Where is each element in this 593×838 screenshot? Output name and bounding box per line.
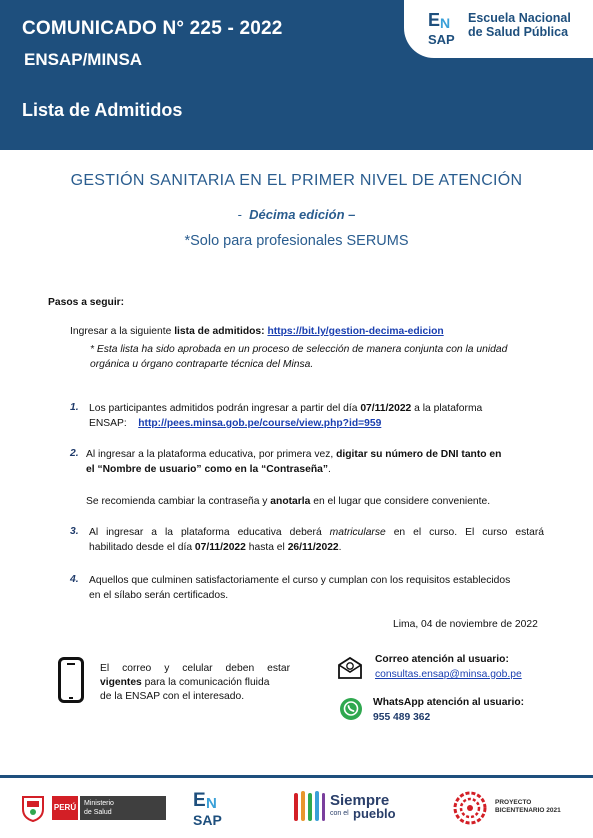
step-4-number: 4. (70, 574, 79, 585)
steps-heading: Pasos a seguir: (48, 297, 125, 308)
mobile-phone-icon (58, 657, 84, 703)
phone-note-line-1: El correo y celular deben estar (100, 663, 290, 674)
email-link[interactable]: consultas.ensap@minsa.gob.pe (375, 669, 522, 680)
svg-text:E: E (428, 10, 441, 30)
step-2-line-1: Al ingresar a la plataforma educativa, por primera vez, digitar su número de DNI tanto en (86, 449, 502, 460)
email-title: Correo atención al usuario: (375, 654, 509, 665)
bicentenario-flower-icon (452, 790, 488, 826)
step-2-line-2: el “Nombre de usuario” como en la “Contraseña”. (86, 464, 331, 475)
step-3-number: 3. (70, 526, 79, 537)
peru-shield-icon (18, 793, 48, 823)
platform-link[interactable]: http://pees.minsa.gob.pe/course/view.php?id=959 (138, 418, 382, 429)
note-line-2: orgánica u órgano contraparte técnica del Minsa. (90, 359, 314, 370)
bicentenario-logo (452, 790, 582, 826)
date-place: Lima, 04 de noviembre de 2022 (393, 619, 538, 630)
siempre-con-el-pueblo-logo (292, 787, 402, 827)
svg-text:SAP: SAP (193, 812, 222, 828)
course-title: GESTIÓN SANITARIA EN EL PRIMER NIVEL DE ATENCIÓN (70, 172, 523, 189)
course-edition: - Décima edición – (237, 207, 356, 222)
whatsapp-title: WhatsApp atención al usuario: (373, 697, 525, 708)
step-1-number: 1. (70, 402, 79, 413)
con-el-text: con el (330, 810, 349, 817)
ensap-logo-text: Escuela Nacional de Salud Pública (468, 11, 571, 39)
list-title: Lista de Admitidos (22, 100, 183, 120)
step-1-line-1: Los participantes admitidos podrán ingresar a partir del día 07/11/2022 a la plataforma (89, 403, 483, 414)
step-1-line-2: ENSAP: http://pees.minsa.gob.pe/course/view.php?id=959 (89, 418, 382, 429)
pueblo-text: pueblo (353, 806, 396, 821)
svg-text:N: N (206, 795, 217, 812)
people-figures-icon (292, 789, 326, 825)
intro-line: Ingresar a la siguiente lista de admitidos: https://bit.ly/gestion-decima-edicion (70, 326, 444, 337)
step-2-recommendation: Se recomienda cambiar la contraseña y anotarla en el lugar que considere conveniente. (86, 496, 491, 507)
email-envelope-icon (337, 656, 363, 680)
step-3-line-2: habilitado desde el día 07/11/2022 hasta el 26/11/2022. (89, 542, 342, 553)
communique-title: COMUNICADO N° 225 - 2022 (22, 18, 283, 39)
svg-text:SAP: SAP (428, 32, 455, 47)
course-audience: *Solo para profesionales SERUMS (184, 233, 409, 249)
communique-subtitle: ENSAP/MINSA (24, 50, 143, 69)
minsa-logo (18, 793, 166, 823)
siempre-text: Siempre (330, 792, 390, 809)
footer-divider (0, 775, 593, 778)
step-4-line-2: en el sílabo serán certificados. (89, 590, 229, 601)
step-4-line-1: Aquellos que culminen satisfactoriamente el curso y cumplan con los requisitos establecidos (89, 575, 511, 586)
header-banner (0, 0, 593, 150)
note-line-1: * Esta lista ha sido aprobada en un proceso de selección de manera conjunta con la unidad (90, 344, 508, 355)
bicentenario-text: PROYECTO BICENTENARIO 2021 (495, 799, 561, 814)
peru-label: PERÚ (52, 796, 78, 820)
step-2-number: 2. (70, 448, 79, 459)
svg-text:N: N (440, 15, 451, 31)
ensap-footer-logo (190, 787, 230, 829)
whatsapp-icon (339, 697, 363, 721)
svg-text:E: E (193, 790, 206, 811)
phone-note-line-2: vigentes para la comunicación fluida (100, 677, 270, 688)
step-3-line-1: Al ingresar a la plataforma educativa deberá matricularse en el curso. El curso estará (89, 527, 544, 538)
ensap-logo (404, 0, 593, 58)
phone-note-line-3: de la ENSAP con el interesado. (100, 691, 245, 702)
ensap-logo-icon (426, 8, 466, 48)
admitted-list-link[interactable]: https://bit.ly/gestion-decima-edicion (267, 326, 444, 337)
ministerio-label: Ministerio de Salud (80, 796, 166, 820)
whatsapp-number: 955 489 362 (373, 712, 431, 723)
